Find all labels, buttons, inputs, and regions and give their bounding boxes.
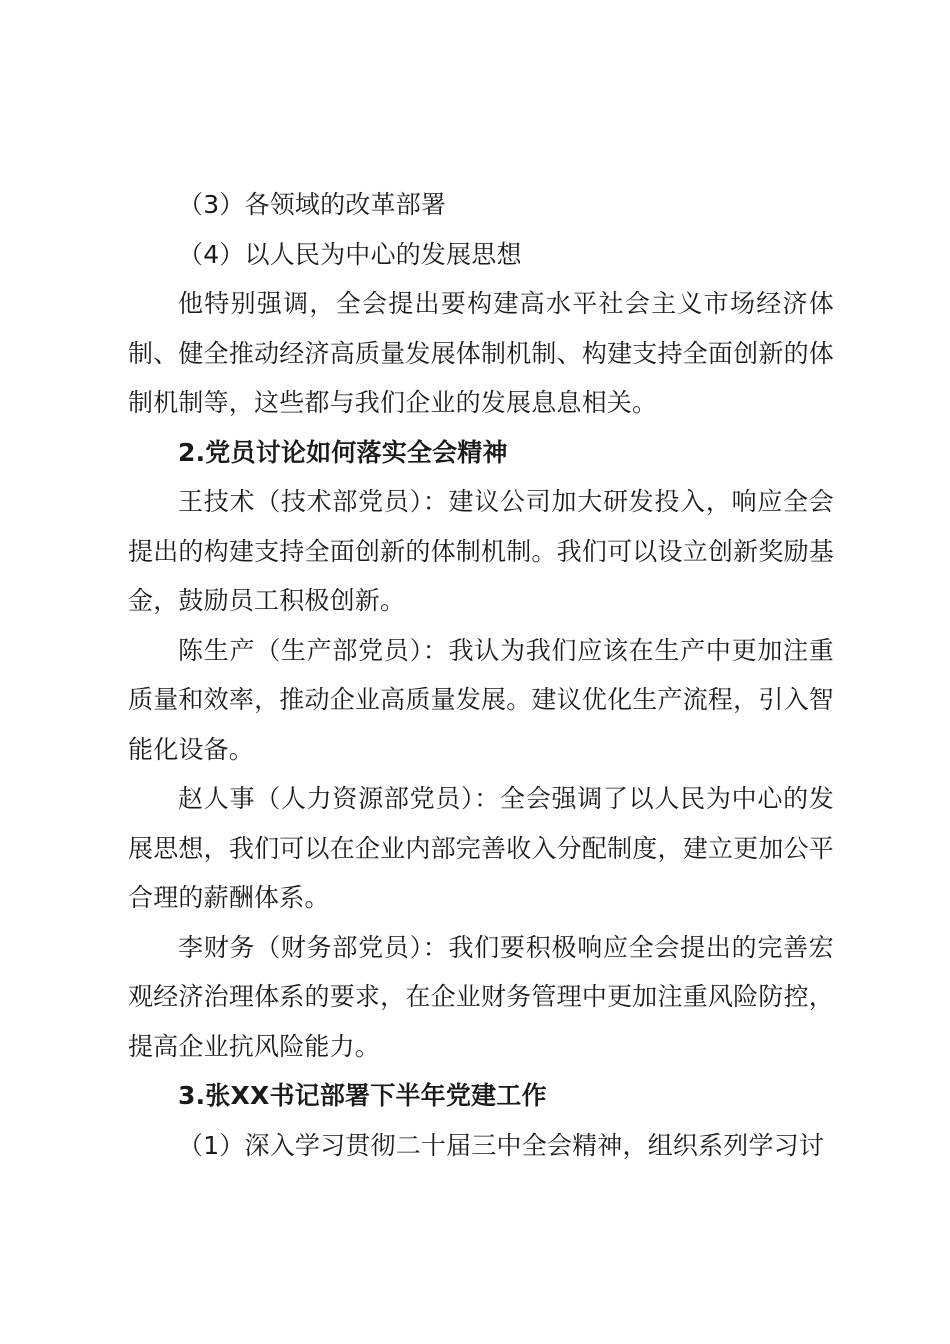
list-item-3: （3）各领域的改革部署 (178, 190, 447, 219)
emphasis-paragraph: 他特别强调，全会提出要构建高水平社会主义市场经济体制、健全推动经济高质量发展体制机制、构建支持全面创新的体制机制等，这些都与我们企业的发展息息相关。 (128, 289, 834, 417)
list-item-4: （4）以人民为中心的发展思想 (178, 239, 522, 269)
section-heading-3: 3.张XX书记部署下半年党建工作 (178, 1081, 547, 1110)
speaker-paragraph-chen: 陈生产（生产部党员）：我认为我们应该在生产中更加注重质量和效率，推动企业高质量发展。建议优化生产流程，引入智能化设备。 (128, 635, 834, 764)
list-item-1: （1）深入学习贯彻二十届三中全会精神，组织系列学习讨 (178, 1130, 825, 1160)
speaker-paragraph-zhao: 赵人事（人力资源部党员）：全会强调了以人民为中心的发展思想，我们可以在企业内部完善收入分配制度，建立更加公平合理的薪酬体系。 (128, 784, 834, 912)
section-heading-2: 2.党员讨论如何落实全会精神 (178, 437, 508, 467)
document-body (128, 180, 834, 1170)
speaker-paragraph-wang: 王技术（技术部党员）：建议公司加大研发投入，响应全会提出的构建支持全面创新的体制机制。我们可以设立创新奖励基金，鼓励员工积极创新。 (128, 487, 834, 615)
speaker-paragraph-li: 李财务（财务部党员）：我们要积极响应全会提出的完善宏观经济治理体系的要求，在企业财务管理中更加注重风险防控，提高企业抗风险能力。 (128, 932, 834, 1061)
